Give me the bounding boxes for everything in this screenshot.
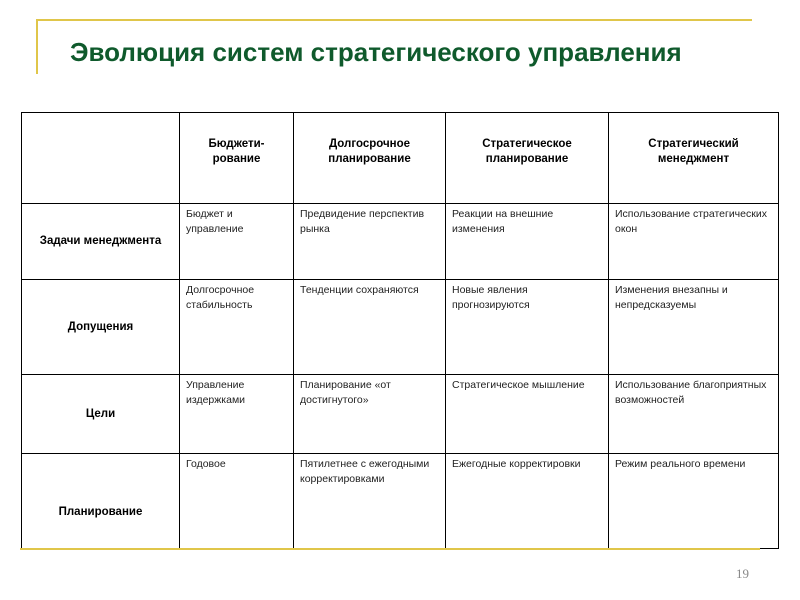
table-cell: Использование стратегических окон (609, 204, 779, 280)
header-strategic-management: Стратегический менеджмент (648, 138, 739, 165)
table-cell: Планирование «от достигнутого» (294, 375, 446, 454)
table-cell: Годовое (180, 454, 294, 549)
table-cell: Пятилетнее с ежегодными корректировками (294, 454, 446, 549)
row-label: Планирование (22, 454, 180, 549)
table-header-cell (180, 113, 294, 204)
table-cell: Бюджет и управление (180, 204, 294, 280)
header-budgeting: Бюджети-рование (208, 138, 265, 165)
table-cell: Изменения внезапны и непредсказуемы (609, 280, 779, 375)
table-cell: Новые явления прогнозируются (446, 280, 609, 375)
page-number: 19 (736, 566, 749, 581)
table-row (22, 454, 779, 549)
table-header-cell (22, 113, 180, 204)
header-strategic-planning: Стратегическое планирование (482, 138, 572, 165)
table-row (22, 375, 779, 454)
table-cell: Режим реального времени (609, 454, 779, 549)
table-cell: Использование благоприятных возможностей (609, 375, 779, 454)
table-header-cell (609, 113, 779, 204)
table-cell: Реакции на внешние изменения (446, 204, 609, 280)
table-cell: Тенденции сохраняются (294, 280, 446, 375)
table-cell: Стратегическое мышление (446, 375, 609, 454)
table-cell: Управление издержками (180, 375, 294, 454)
table-header-cell (446, 113, 609, 204)
table-row (22, 204, 779, 280)
bottom-accent-line (20, 548, 760, 550)
table-cell: Долгосрочное стабильность (180, 280, 294, 375)
row-label: Допущения (22, 280, 180, 375)
table-cell: Ежегодные корректировки (446, 454, 609, 549)
table-row (22, 280, 779, 375)
row-label: Цели (22, 375, 180, 454)
table-header-row (22, 113, 779, 204)
left-accent-line (36, 19, 38, 74)
header-long-term-planning: Долгосрочное планирование (328, 138, 411, 165)
top-accent-line (36, 19, 752, 21)
slide-title: Эволюция систем стратегического управления (70, 37, 682, 67)
evolution-table (21, 112, 779, 549)
table-header-cell (294, 113, 446, 204)
table-cell: Предвидение перспектив рынка (294, 204, 446, 280)
row-label: Задачи менеджмента (22, 204, 180, 280)
